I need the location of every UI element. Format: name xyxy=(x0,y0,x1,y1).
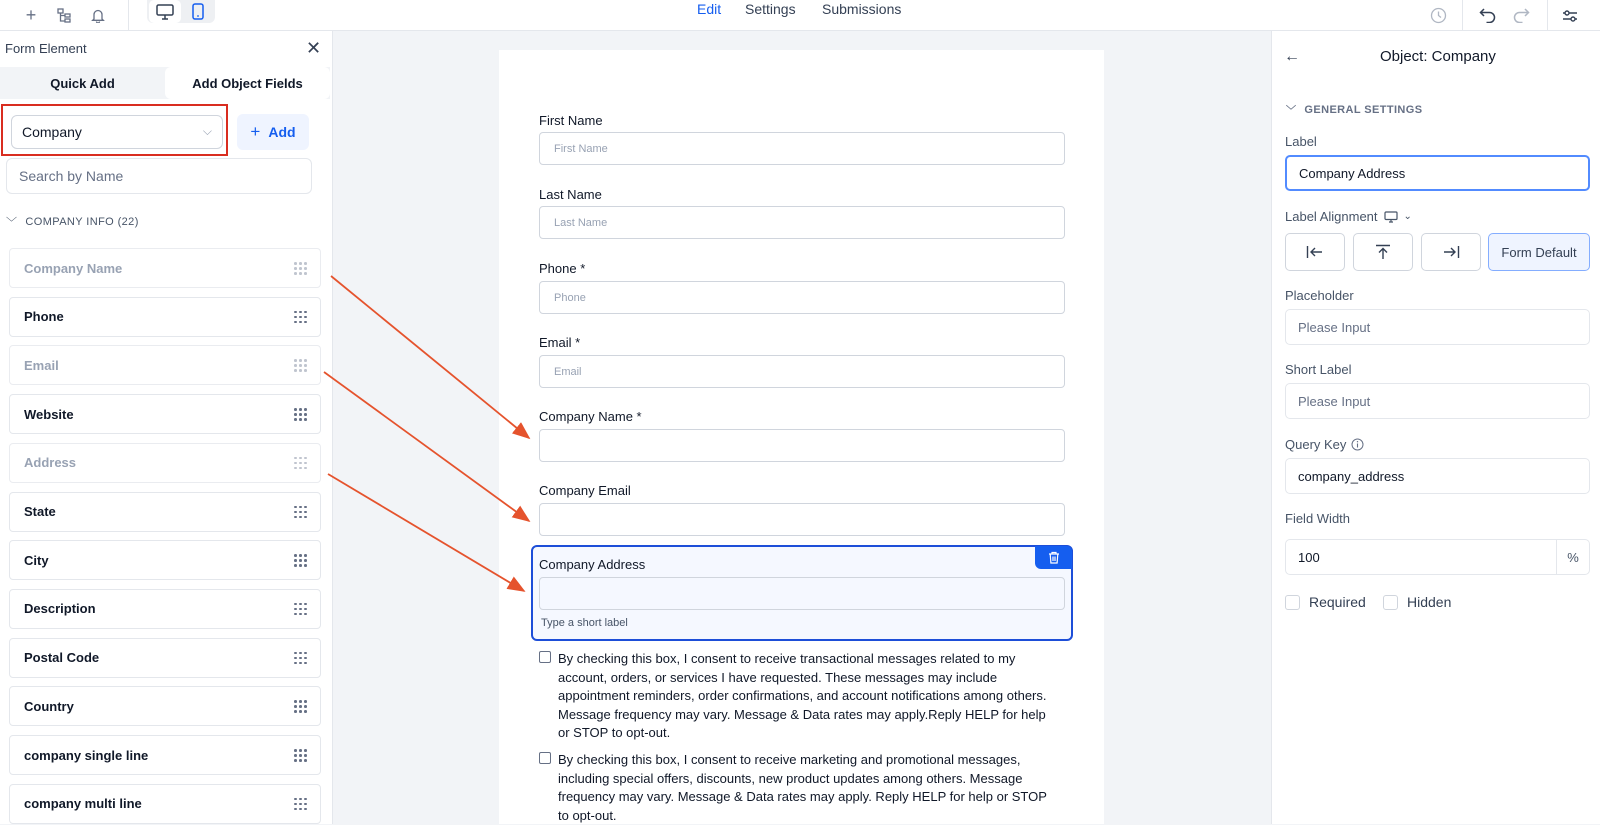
object-select-value: Company xyxy=(22,124,82,140)
tab-add-object-fields[interactable]: Add Object Fields xyxy=(165,67,330,99)
label-title: Label xyxy=(1285,134,1317,149)
field-label: Company Name * xyxy=(539,409,642,424)
panel-title: Object: Company xyxy=(1380,48,1496,65)
tab-edit[interactable]: Edit xyxy=(697,1,722,17)
last-name-input[interactable]: Last Name xyxy=(539,206,1065,239)
required-checkbox[interactable] xyxy=(1285,595,1300,610)
field-item-label: State xyxy=(24,504,56,519)
properties-panel xyxy=(1271,31,1600,824)
alignment-title-text: Label Alignment xyxy=(1285,209,1378,224)
alignment-title xyxy=(1285,209,1412,224)
label-input[interactable]: Company Address xyxy=(1285,155,1590,191)
tab-quick-add[interactable]: Quick Add xyxy=(50,75,115,91)
hidden-checkbox[interactable] xyxy=(1383,595,1398,610)
chevron-down-icon: ﹀ xyxy=(1286,106,1297,117)
group-title: COMPANY INFO (22) xyxy=(25,216,139,228)
field-item-label: Email xyxy=(24,357,59,373)
field-label: Last Name xyxy=(539,187,602,202)
field-hint: Type a short label xyxy=(541,617,628,629)
placeholder-input[interactable]: Please Input xyxy=(1285,309,1590,345)
phone-input[interactable]: Phone xyxy=(539,281,1065,314)
placeholder-title: Placeholder xyxy=(1285,288,1354,303)
field-item-label: Postal Code xyxy=(24,650,100,666)
align-right-button[interactable] xyxy=(1421,233,1481,271)
field-label: First Name xyxy=(539,113,603,128)
arrow-email xyxy=(324,372,529,521)
query-key-input[interactable]: company_address xyxy=(1285,458,1590,494)
field-label: Email * xyxy=(539,335,581,350)
panel-title: Form Element xyxy=(5,41,87,56)
monitor-icon xyxy=(1384,211,1398,223)
short-label-input[interactable]: Please Input xyxy=(1285,383,1590,419)
search-input[interactable]: Search by Name xyxy=(6,158,312,194)
align-left-icon xyxy=(1306,245,1324,259)
chevron-down-icon[interactable]: ⌄ xyxy=(1403,211,1412,222)
align-left-button[interactable] xyxy=(1285,233,1345,271)
field-item-label: Website xyxy=(24,406,74,422)
chevron-down-icon: ﹀ xyxy=(6,217,18,229)
arrow-address xyxy=(328,474,524,591)
section-header[interactable] xyxy=(1286,102,1422,117)
field-width-title: Field Width xyxy=(1285,511,1351,526)
close-icon[interactable]: ✕ xyxy=(306,38,322,58)
query-key-title-text: Query Key xyxy=(1285,437,1347,452)
info-icon[interactable] xyxy=(1351,438,1364,451)
field-label: Company Email xyxy=(539,483,631,498)
plus-icon[interactable]: + xyxy=(25,5,37,25)
back-arrow-icon[interactable]: ← xyxy=(1284,48,1300,65)
field-item-label: Country xyxy=(24,698,74,714)
align-top-icon xyxy=(1375,244,1391,260)
first-name-input[interactable]: First Name xyxy=(539,132,1065,165)
query-key-title xyxy=(1285,437,1364,452)
add-button-label: Add xyxy=(268,124,296,140)
arrow-company-name xyxy=(331,276,529,438)
field-width-unit: % xyxy=(1557,539,1590,575)
field-item-label: company single line xyxy=(24,747,149,763)
chevron-down-icon: ⌵ xyxy=(202,124,212,138)
hidden-label: Hidden xyxy=(1407,594,1452,610)
plus-icon: + xyxy=(250,122,261,141)
field-item-label: Address xyxy=(24,455,77,471)
section-title: GENERAL SETTINGS xyxy=(1304,103,1423,116)
consent-text-transactional: By checking this box, I consent to receive transactional messages related to my account, orders, or services I have requested. These messages may include appointment reminders, order confirmations, and account notifications among others. Message frequency may vary. Message & Data rates may apply.Reply HELP for help or STOP to opt-out. xyxy=(558,651,1047,740)
field-label: Phone * xyxy=(539,261,586,276)
form-default-button[interactable]: Form Default xyxy=(1488,233,1590,271)
field-item-label: Phone xyxy=(24,309,64,325)
align-top-button[interactable] xyxy=(1353,233,1413,271)
email-input[interactable]: Email xyxy=(539,355,1065,388)
required-label: Required xyxy=(1309,594,1366,610)
align-right-icon xyxy=(1442,245,1460,259)
field-item-label: Company Name xyxy=(24,260,123,276)
tab-settings[interactable]: Settings xyxy=(745,1,796,17)
field-item-label: City xyxy=(24,552,49,568)
field-width-input[interactable]: 100 xyxy=(1285,539,1557,575)
consent-text-marketing: By checking this box, I consent to receive marketing and promotional messages, including special offers, discounts, new product updates among others. Message frequency may vary. Message & Data rates may apply. Reply HELP for help or STOP to opt-out. xyxy=(558,752,1047,823)
tab-submissions[interactable]: Submissions xyxy=(822,1,902,17)
short-label-title: Short Label xyxy=(1285,362,1352,377)
field-item-label: company multi line xyxy=(24,796,142,812)
field-label: Company Address xyxy=(539,557,646,572)
field-item-label: Description xyxy=(24,601,96,617)
